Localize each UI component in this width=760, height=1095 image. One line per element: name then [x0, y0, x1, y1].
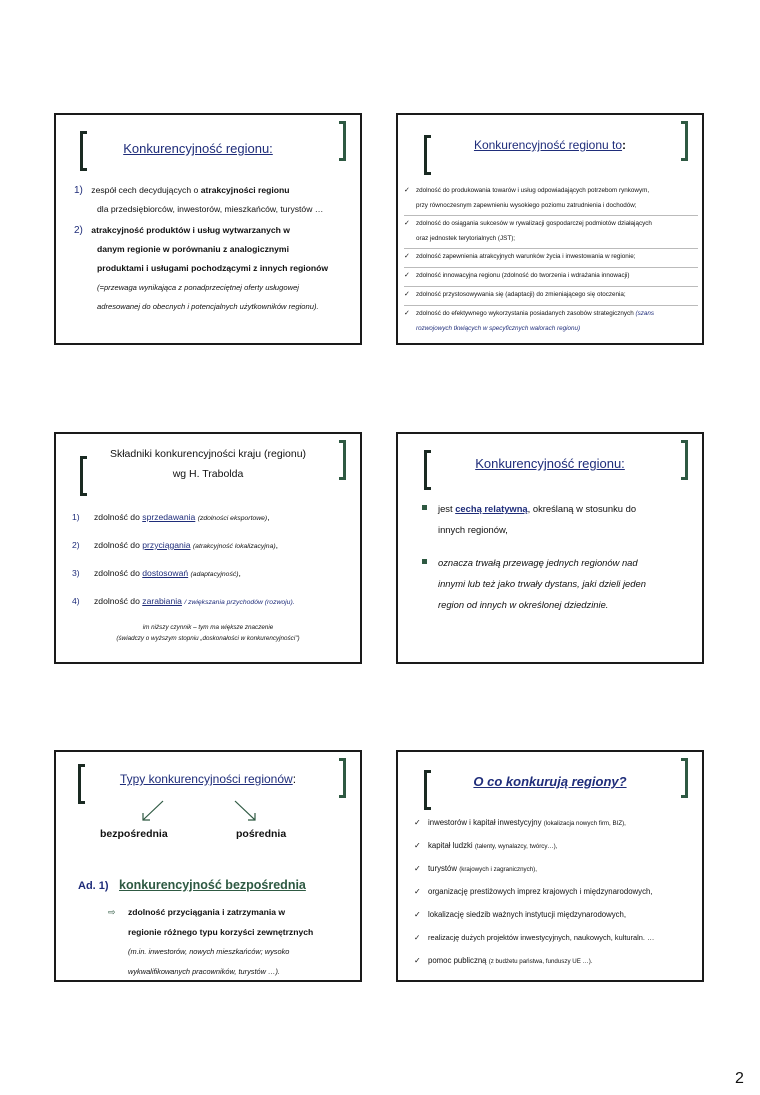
check-icon: ✓: [414, 887, 421, 896]
item-text: regionie różnego typu korzyści zewnętrznych: [128, 927, 314, 937]
check-icon: ✓: [404, 187, 410, 194]
ad-heading: [78, 876, 306, 894]
item-text: zdolność do osiągania sukcesów w rywalizacji gospodarczej podmiotów działających: [416, 220, 652, 227]
item-text: przy równoczesnym zapewnieniu wysokiego poziomu zatrudnienia i dochodów;: [416, 202, 637, 209]
item-text: zdolność przyciągania i zatrzymania w: [128, 907, 286, 917]
footnote-line: (świadczy o wyższym stopniu „doskonałości w konkurencyjności"): [116, 635, 300, 642]
item-bold: produktami i usługami pochodzącymi z innych regionów: [97, 263, 329, 273]
item-end: ,: [275, 540, 279, 550]
branch-arrows: [131, 798, 271, 826]
list-item: [422, 498, 697, 540]
list-item: [72, 588, 362, 616]
item-number: 2): [74, 225, 83, 236]
item-text: dla przedsiębiorców, inwestorów, mieszkańców, turystów …: [97, 204, 324, 214]
list-item: [72, 504, 362, 532]
item-note: (szans: [635, 310, 655, 317]
ad-title: konkurencyjność bezpośrednia: [119, 878, 306, 892]
item-key: cechą relatywną: [455, 503, 528, 514]
list-item: [404, 248, 698, 265]
footnote-line: im niższy czynnik – tym ma większe znaczenie: [142, 624, 274, 631]
item-end: ,: [238, 568, 241, 578]
list-item: [74, 221, 359, 240]
list-item: [414, 812, 704, 835]
slide-title: [398, 138, 702, 152]
item-text: kapitał ludzki: [428, 841, 475, 850]
check-icon: ✓: [414, 864, 421, 873]
title-line: Składniki konkurencyjności kraju (regionu): [109, 448, 307, 460]
item-bold: atrakcyjności regionu: [200, 185, 290, 195]
item-note: / zwiększania przychodów (rozwoju).: [184, 599, 295, 606]
item-note: (adaptacyjność): [190, 571, 239, 578]
item-text: inwestorów i kapitał inwestycyjny: [428, 818, 544, 827]
item-key: sprzedawania: [142, 512, 196, 522]
list-item: [414, 881, 704, 904]
check-icon: ✓: [404, 220, 410, 227]
type-direct: bezpośrednia: [100, 828, 168, 840]
item-text: organizację prestiżowych imprez krajowych i międzynarodowych,: [428, 887, 653, 896]
item-end: ,: [267, 512, 270, 522]
title-colon: :: [292, 772, 297, 786]
item-note: adresowanej do obecnych i potencjalnych użytkowników regionu).: [97, 302, 319, 311]
check-icon: ✓: [414, 933, 421, 942]
item-text: region od innych w określonej dziedzinie.: [438, 599, 609, 610]
list-item: [414, 904, 704, 927]
item-text: zdolność zapewnienia atrakcyjnych warunków życia i inwestowania w regionie;: [416, 253, 636, 260]
type-indirect: pośrednia: [236, 828, 287, 840]
list-item: [110, 902, 360, 982]
item-text: zdolność do produkowania towarów i usług odpowiadających potrzebom rynkowym,: [416, 187, 650, 194]
check-icon: ✓: [404, 310, 410, 317]
item-text: innymi lub też jako trwały dystans, jaki dzieli jeden: [438, 578, 646, 589]
list-item: [404, 215, 698, 246]
item-bold: danym regionie w porównaniu z analogicznymi: [97, 244, 289, 254]
arrow-bullet-icon: ⇨: [108, 907, 116, 917]
item-note: (z budżetu państwa, funduszy UE …).: [488, 958, 593, 965]
item-note: (zdolności eksportowe): [197, 515, 268, 522]
slide-title: Konkurencyjność regionu:: [123, 141, 273, 156]
list-item: [72, 532, 362, 560]
slide-title: Konkurencyjność regionu:: [475, 456, 625, 471]
title-text: Konkurencyjność regionu to: [473, 138, 623, 152]
slide-footnote: [56, 622, 360, 644]
list-item: [414, 835, 704, 858]
item-note: rozwojowych tkwiących w specyficznych walorach regionu): [416, 325, 581, 332]
list-item: [414, 927, 704, 950]
item-note: wykwalifikowanych pracowników, turystów …).: [128, 967, 280, 976]
slide-konkurencyjnosc-regionu-to: [396, 113, 704, 345]
item-text: oznacza trwałą przewagę jednych regionów nad: [438, 557, 638, 568]
item-number: 3): [72, 568, 80, 578]
item-note: (lokalizacja nowych firm, BIZ),: [543, 820, 626, 827]
list-item: [74, 181, 359, 200]
square-bullet-icon: [422, 505, 427, 510]
item-note: (krajowych i zagranicznych),: [459, 866, 537, 873]
title-colon: :: [622, 138, 627, 152]
check-icon: ✓: [414, 841, 421, 850]
item-text: turystów: [428, 864, 460, 873]
item-text: zdolność do: [94, 540, 143, 550]
item-number: 4): [72, 596, 80, 606]
item-key: zarabiania: [142, 596, 182, 606]
square-bullet-icon: [422, 559, 427, 564]
list-item: [404, 286, 698, 303]
item-text: zdolność do: [94, 568, 143, 578]
page-number: 2: [735, 1070, 744, 1087]
item-text: zdolność przystosowywania się (adaptacji) do zmieniającego się otoczenia;: [416, 291, 626, 298]
slide-title: [56, 444, 360, 484]
list-item: [404, 305, 698, 336]
arrow-left-icon: [143, 801, 163, 820]
ad-label: Ad. 1): [78, 880, 109, 892]
item-number: 1): [74, 185, 83, 196]
title-line: wg H. Trabolda: [172, 468, 244, 480]
item-text: jest: [438, 503, 456, 514]
check-icon: ✓: [404, 272, 410, 279]
list-item: [404, 267, 698, 284]
item-text: innych regionów,: [438, 524, 508, 535]
item-key: dostosowań: [142, 568, 189, 578]
arrow-right-icon: [235, 801, 255, 820]
item-number: 1): [72, 512, 80, 522]
check-icon: ✓: [404, 291, 410, 298]
item-text: zdolność innowacyjna regionu (zdolność do tworzenia i wdrażania innowacji): [416, 272, 630, 279]
check-icon: ✓: [414, 956, 421, 965]
list-item: [404, 183, 698, 213]
slide-title: O co konkurują regiony?: [473, 774, 627, 789]
item-note: (m.in. inwestorów, nowych mieszkańców; wysoko: [128, 947, 290, 956]
list-item: [414, 858, 704, 881]
item-text: zdolność do: [94, 512, 143, 522]
item-text: , określaną w stosunku do: [527, 503, 637, 514]
item-text: zespół cech decydujących o: [91, 185, 201, 195]
check-icon: ✓: [414, 818, 421, 827]
item-text: oraz jednostek terytorialnych (JST);: [416, 235, 516, 242]
slide-konkurencyjnosc-cecha: [396, 432, 704, 664]
list-item: [422, 552, 697, 615]
item-number: 2): [72, 540, 80, 550]
item-text: lokalizację siedzib ważnych instytucji międzynarodowych,: [428, 910, 627, 919]
item-note: (=przewaga wynikająca z ponadprzeciętnej oferty usługowej: [97, 283, 299, 292]
item-note: (talenty, wynalazcy, twórcy…),: [474, 843, 558, 850]
item-text: zdolność do: [94, 596, 143, 606]
item-key: przyciągania: [142, 540, 191, 550]
list-item: [72, 560, 362, 588]
check-icon: ✓: [414, 910, 421, 919]
check-icon: ✓: [404, 253, 410, 260]
item-text: pomoc publiczną: [428, 956, 489, 965]
slide-skladniki-konkurencyjnosci: [54, 432, 362, 664]
slide-title: [56, 772, 360, 786]
slide-typy-konkurencyjnosci: [54, 750, 362, 982]
list-item: [414, 950, 704, 973]
slide-konkurencyjnosc-regionu: [54, 113, 362, 345]
item-note: (atrakcyjność lokalizacyjna): [192, 543, 276, 550]
slide-o-co-konkuruja-regiony: [396, 750, 704, 982]
item-text: realizację dużych projektów inwestycyjnych, naukowych, kulturaln. …: [428, 933, 655, 942]
item-bold: atrakcyjność produktów i usług wytwarzanych w: [91, 225, 290, 235]
item-text: zdolność do efektywnego wykorzystania posiadanych zasobów strategicznych: [416, 310, 636, 317]
title-text: Typy konkurencyjności regionów: [119, 772, 293, 786]
